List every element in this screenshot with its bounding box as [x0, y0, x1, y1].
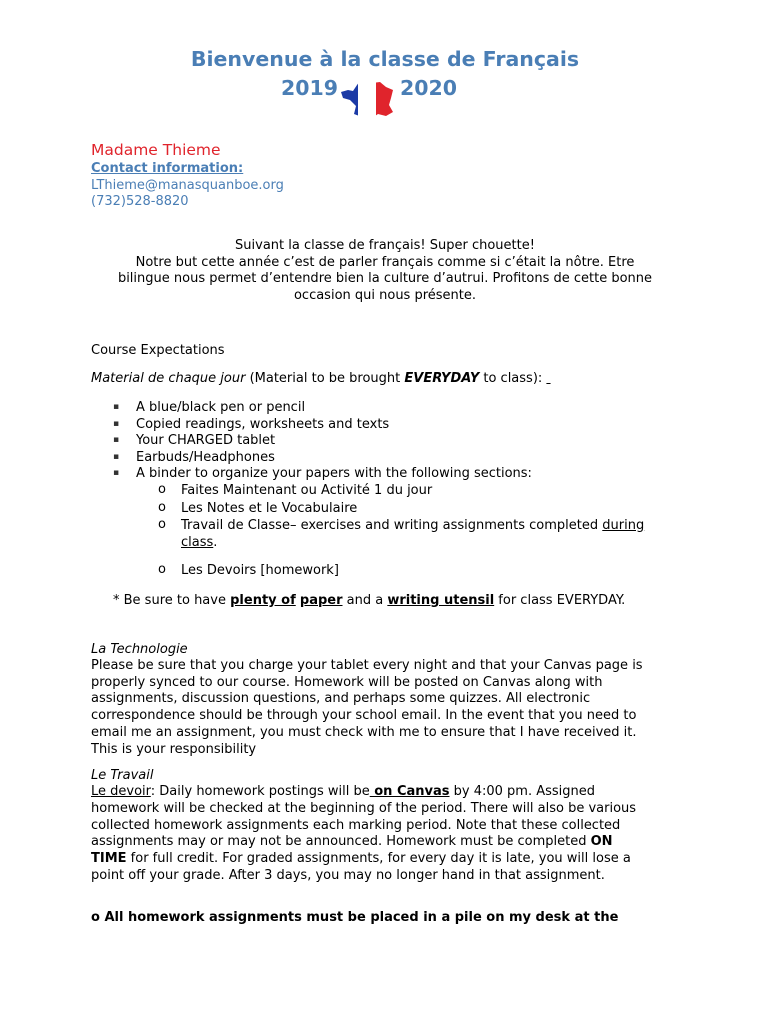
bullet-icon: ▪: [113, 419, 120, 429]
travail-l4-pre: assignments may or may not be announced. Homework must be completed: [91, 834, 591, 849]
note-post: for class EVERYDAY.: [494, 593, 626, 608]
year-end: 2020: [400, 76, 458, 100]
note-utensil: writing utensil: [387, 593, 495, 608]
sub-list-item: Faites Maintenant ou Activité 1 du jour: [181, 483, 433, 498]
france-flag-map-icon: [338, 78, 398, 120]
bullet-icon: ▪: [113, 452, 120, 462]
circle-bullet-icon: o: [158, 482, 166, 497]
paragraph-line: [91, 783, 595, 800]
devoir-label: Le devoir: [91, 784, 151, 799]
sub-list-item: [181, 517, 644, 534]
travail-time: TIME: [91, 851, 127, 866]
paragraph-line: collected homework assignments each marking period. Note that these collected: [91, 818, 621, 833]
teacher-name: Madame Thieme: [91, 141, 221, 159]
material-line: [91, 370, 551, 387]
paragraph-line: [91, 850, 631, 867]
note-mid: and a: [342, 593, 388, 608]
list-item: Copied readings, worksheets and texts: [136, 417, 390, 432]
material-post: to class):: [479, 371, 547, 386]
paragraph-line: assignments, discussion questions, and perhaps some quizzes. All electronic: [91, 691, 591, 706]
intro-line: Suivant la classe de français! Super chouette!: [235, 238, 535, 253]
list-item: Your CHARGED tablet: [136, 433, 276, 448]
travail-canvas: on Canvas: [369, 784, 450, 799]
bullet-icon: ▪: [113, 468, 120, 478]
circle-bullet-icon: o: [158, 500, 166, 515]
bullet-icon: ▪: [113, 435, 120, 445]
paragraph-line: properly synced to our course. Homework will be posted on Canvas along with: [91, 675, 603, 690]
intro-line: bilingue nous permet d’entendre bien la culture d’autrui. Profitons de cette bonne: [117, 271, 653, 286]
circle-bullet-icon: o: [158, 517, 166, 532]
travail-on: ON: [590, 834, 613, 849]
paragraph-line: [91, 833, 613, 850]
note-pre: * Be sure to have: [113, 593, 231, 608]
contact-phone: (732)528-8820: [91, 194, 189, 209]
sub-list-item: Les Notes et le Vocabulaire: [181, 501, 358, 516]
circle-bullet-icon: o: [158, 562, 166, 577]
contact-email[interactable]: LThieme@manasquanboe.org: [91, 178, 284, 193]
contact-label: Contact information:: [91, 161, 244, 176]
sub-list-item: Les Devoirs [homework]: [181, 563, 339, 578]
travail-l1-post: by 4:00 pm. Assigned: [449, 784, 596, 799]
sub3-during: during: [602, 518, 645, 533]
homework-rule: o All homework assignments must be placed in a pile on my desk at the: [91, 910, 619, 925]
material-pre: (Material to be brought: [245, 371, 405, 386]
list-item: A binder to organize your papers with the following sections:: [136, 466, 532, 481]
paragraph-line: Please be sure that you charge your tablet every night and that your Canvas page is: [91, 658, 643, 673]
paragraph-line: point off your grade. After 3 days, you may no longer hand in that assignment.: [91, 868, 605, 883]
technologie-heading: La Technologie: [91, 642, 188, 657]
travail-l1-pre: : Daily homework postings will be: [150, 784, 370, 799]
list-item: Earbuds/Headphones: [136, 450, 275, 465]
travail-heading: Le Travail: [91, 768, 154, 783]
intro-line: Notre but cette année c’est de parler français comme si c’était la nôtre. Etre: [135, 255, 635, 270]
sub3-post: .: [213, 535, 218, 550]
material-everyday: EVERYDAY: [404, 371, 480, 386]
list-item: A blue/black pen or pencil: [136, 400, 306, 415]
paragraph-line: homework will be checked at the beginning of the period. There will also be various: [91, 801, 637, 816]
travail-l5-post: for full credit. For graded assignments, for every day it is late, you will lose a: [126, 851, 631, 866]
expectations-heading: Course Expectations: [91, 343, 225, 358]
sub3-pre: Travail de Classe– exercises and writing assignments completed: [181, 518, 603, 533]
bullet-icon: ▪: [113, 402, 120, 412]
year-start: 2019: [281, 76, 339, 100]
paragraph-line: This is your responsibility: [91, 742, 257, 757]
sub3-class: class: [181, 535, 214, 550]
paragraph-line: correspondence should be through your school email. In the event that you need to: [91, 708, 637, 723]
sub-list-item-cont: [181, 534, 217, 551]
note-paper: paper: [299, 593, 343, 608]
page-title: Bienvenue à la classe de Français: [190, 47, 580, 71]
reminder-note: [113, 592, 625, 609]
intro-line: occasion qui nous présente.: [293, 288, 477, 303]
note-plenty: plenty of: [230, 593, 296, 608]
paragraph-line: email me an assignment, you must check with me to ensure that I have received it.: [91, 725, 637, 740]
material-label: Material de chaque jour: [91, 371, 246, 386]
